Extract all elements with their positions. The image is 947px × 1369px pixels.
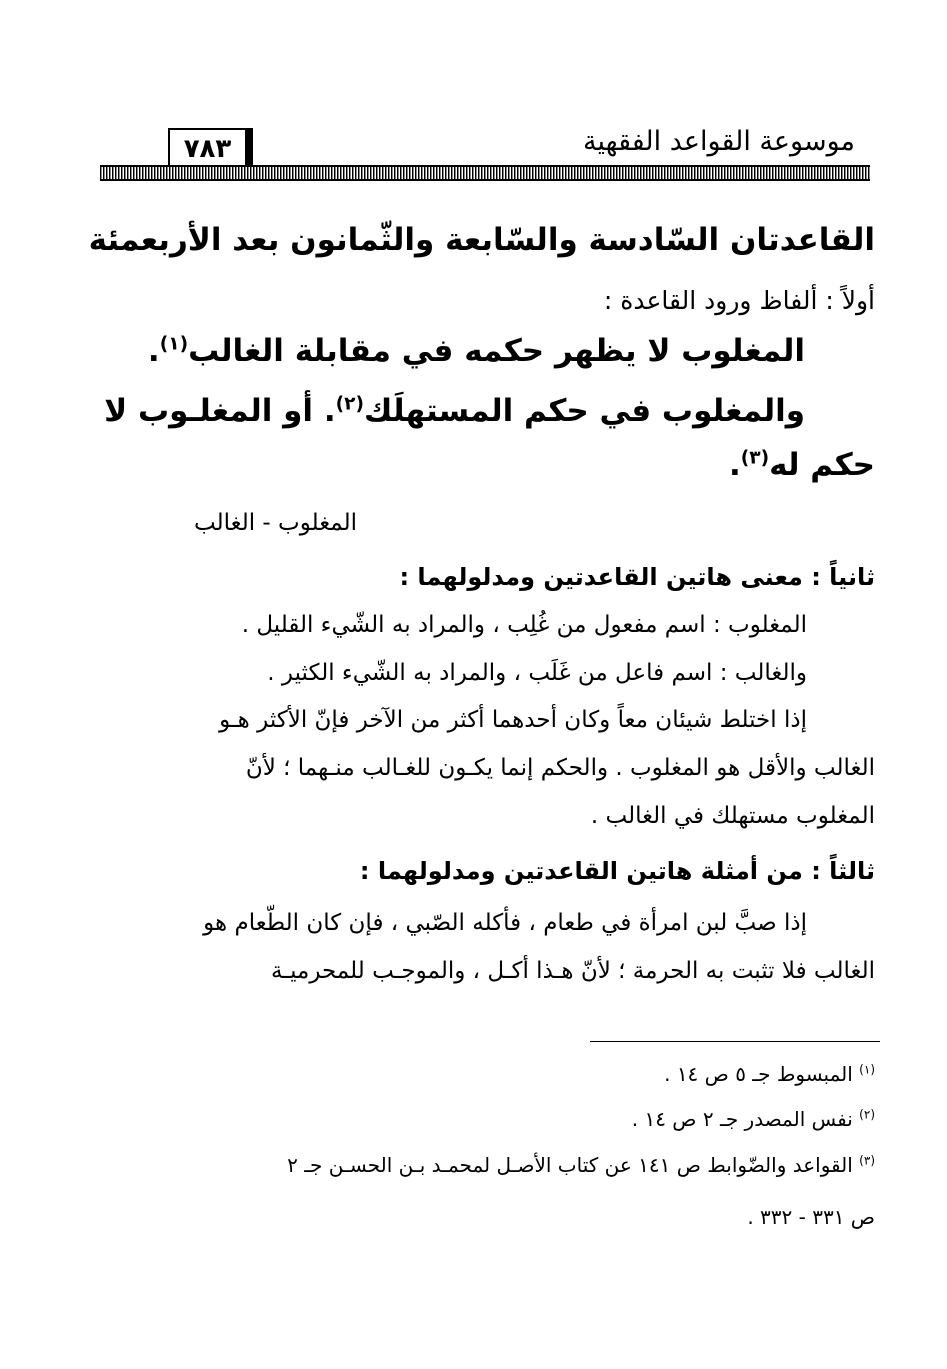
section-title-3: ثالثاً : من أمثلة هاتين القاعدتين ومدلولهما : — [359, 857, 875, 885]
paragraph-line: الغالب فلا تثبت به الحرمة ؛ لأنّ هـذا أكـل ، والموجـب للمحرميـة — [271, 958, 875, 984]
rule-statement-3: حكم له$^{(٣)}$. — [728, 447, 875, 483]
rule-statement-1: المغلوب لا يظهر حكمه في مقابلة الغالب$^{(١)}$. — [147, 333, 805, 369]
rule-statement-2: والمغلوب في حكم المستهلَك$^{(٢)}$. أو المغلـوب لا — [104, 393, 805, 429]
footnote-number: (١) — [859, 1062, 875, 1077]
footnote-3: $^{(٣)}$ القواعد والضّوابط ص ١٤١ عن كتاب الأصـل لمحمـد بـن الحسـن جـ ٢ — [287, 1153, 875, 1177]
footnote-number: (٢) — [859, 1107, 875, 1122]
footnote-number: (٣) — [859, 1153, 875, 1168]
paragraph-line: الغالب والأقل هو المغلوب . والحكم إنما يكـون للغـالب منـهما ؛ لأنّ — [245, 755, 875, 781]
keywords-line: المغلوب - الغالب — [194, 510, 357, 536]
header-rule — [100, 165, 870, 181]
footnote-ref-1[interactable]: (١) — [159, 333, 189, 355]
section-title-2: ثانياً : معنى هاتين القاعدتين ومدلولهما : — [399, 563, 875, 591]
paragraph-line: إذا اختلط شيئان معاً وكان أحدهما أكثر من الآخر فإنّ الأكثر هـو — [219, 707, 807, 733]
running-header-title: موسوعة القواعد الفقهية — [583, 126, 855, 157]
footnote-1: $^{(١)}$ المبسوط جـ ٥ ص ١٤ . — [664, 1062, 875, 1086]
section-title-1: أولاً : ألفاظ ورود القاعدة : — [603, 286, 875, 315]
paragraph-line: إذا صبَّ لبن امرأة في طعام ، فأكله الصّبي ، فإن كان الطّعام هو — [203, 910, 807, 936]
footnote-ref-3[interactable]: (٣) — [740, 447, 770, 469]
page-number: ٧٨٣ — [168, 128, 253, 170]
footnote-separator — [590, 1041, 880, 1042]
footnote-ref-2[interactable]: (٢) — [335, 393, 364, 415]
paragraph-line: المغلوب مستهلك في الغالب . — [590, 803, 875, 829]
paragraph-line: والغالب : اسم فاعل من غَلَب ، والمراد به الشّيء الكثير . — [267, 660, 807, 686]
footnote-3-continued: ص ٣٣١ - ٣٣٢ . — [747, 1205, 875, 1229]
footnote-2: $^{(٢)}$ نفس المصدر جـ ٢ ص ١٤ . — [631, 1107, 875, 1131]
paragraph-line: المغلوب : اسم مفعول من غُلِب ، والمراد به الشّيء القليل . — [241, 612, 807, 638]
main-heading: القاعدتان السّادسة والسّابعة والثّمانون بعد الأربعمئة — [88, 222, 875, 258]
